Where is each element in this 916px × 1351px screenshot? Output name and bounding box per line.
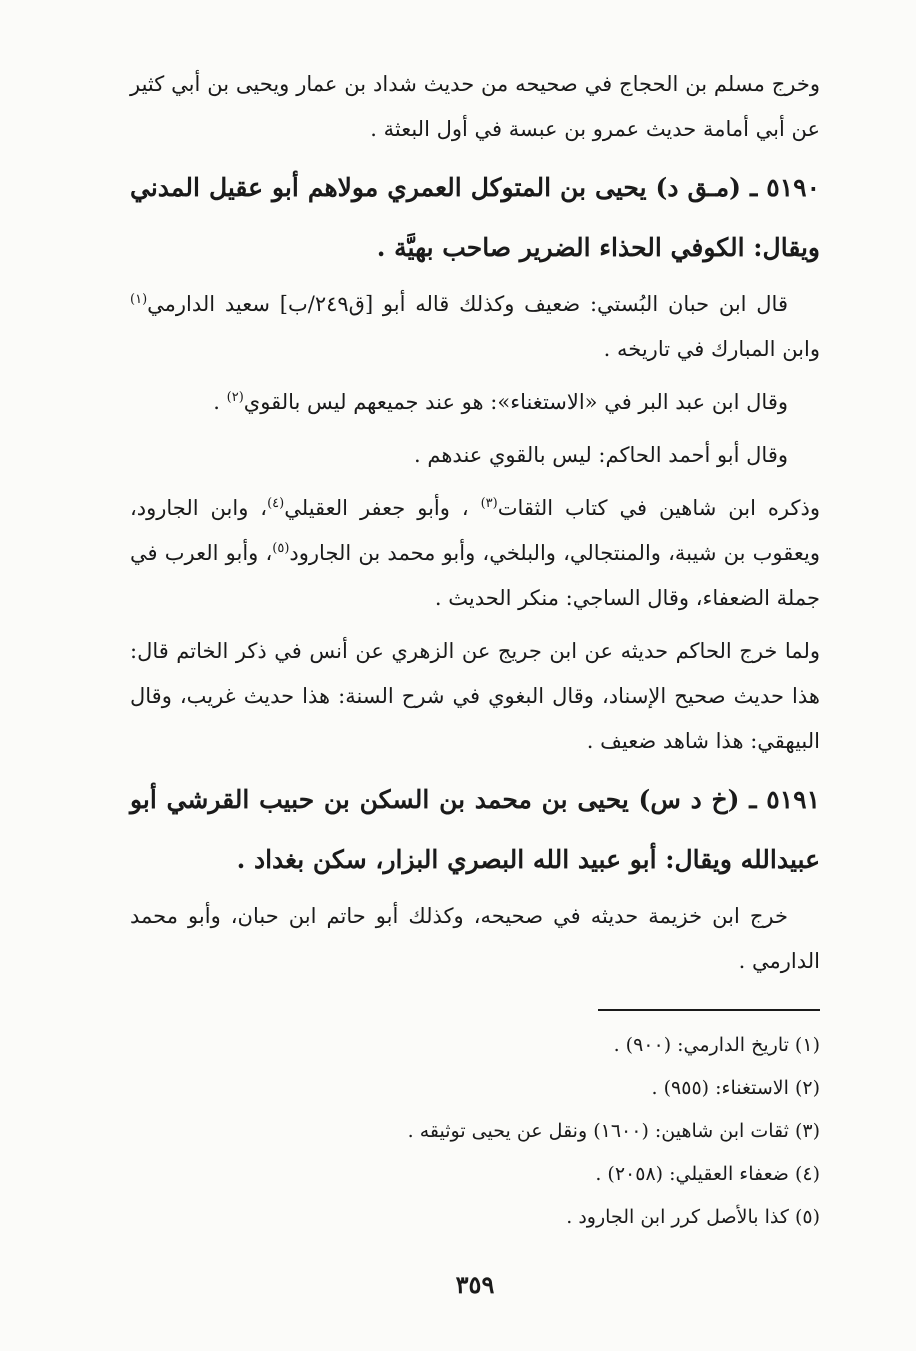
page-number: ٣٥٩ bbox=[455, 1270, 495, 1299]
text-segment: . bbox=[213, 390, 227, 414]
footnotes bbox=[130, 1024, 820, 1239]
paragraph-ibn-abd-albarr bbox=[130, 380, 820, 425]
paragraph-muslim: وخرج مسلم بن الحجاج في صحيحه من حديث شداد بن عمار ويحيى بن أبي كثير عن أبي أمامة حديث عمرو بن عبسة في أول البعثة . bbox=[130, 72, 820, 141]
paragraph-ibn-khuzayma: خرج ابن خزيمة حديثه في صحيحه، وكذلك أبو حاتم ابن حبان، وأبو محمد الدارمي . bbox=[130, 904, 820, 973]
footnote-ref-4[interactable]: (٤) bbox=[267, 496, 285, 511]
entry-heading-5191: ٥١٩١ ـ (خ د س) يحيى بن محمد بن السكن بن حبيب القرشي أبو عبيدالله ويقال: أبو عبيد الله البصري البزار، سكن بغداد . bbox=[130, 785, 820, 874]
text-segment: ، وابن الجارود، ويعقوب بن شيبة، والمنتجالي، والبلخي، وأبو محمد بن الجارود bbox=[130, 496, 820, 565]
footnote-ref-1[interactable]: (١) bbox=[130, 292, 148, 307]
footnote-ref-3[interactable]: (٣) bbox=[480, 496, 498, 511]
footnote-1: (١) تاريخ الدارمي: (٩٠٠) . bbox=[613, 1034, 820, 1056]
footnote-3: (٣) ثقات ابن شاهين: (١٦٠٠) ونقل عن يحيى توثيقه . bbox=[407, 1120, 820, 1142]
paragraph-abu-ahmad: وقال أبو أحمد الحاكم: ليس بالقوي عندهم . bbox=[414, 443, 788, 467]
paragraph-ibn-hibban bbox=[130, 282, 820, 372]
paragraph-hakim: ولما خرج الحاكم حديثه عن ابن جريج عن الزهري عن أنس في ذكر الخاتم قال: هذا حديث صحيح الإسناد، وقال البغوي في شرح السنة: هذا حديث غريب، وقال البيهقي: هذا شاهد ضعيف . bbox=[130, 639, 820, 753]
text-segment: وذكره ابن شاهين في كتاب الثقات bbox=[497, 496, 820, 520]
text-segment: ، وأبو العرب في جملة الضعفاء، وقال الساجي: منكر الحديث . bbox=[130, 541, 820, 610]
paragraph-ibn-shahin bbox=[130, 486, 820, 621]
text-segment: وابن المبارك في تاريخه . bbox=[603, 337, 820, 361]
text-segment: قال ابن حبان البُستي: ضعيف وكذلك قاله أبو [ق٢٤٩/ب] سعيد الدارمي bbox=[147, 292, 788, 316]
entry-heading-5190: ٥١٩٠ ـ (مـق د) يحيى بن المتوكل العمري مولاهم أبو عقيل المدني ويقال: الكوفي الحذاء الضرير صاحب بهيَّة . bbox=[130, 173, 820, 262]
footnote-5: (٥) كذا بالأصل كرر ابن الجارود . bbox=[566, 1206, 820, 1228]
footnote-divider bbox=[598, 1009, 820, 1011]
page-content bbox=[130, 62, 820, 1322]
text-segment: وقال ابن عبد البر في «الاستغناء»: هو عند جميعهم ليس بالقوي bbox=[243, 390, 788, 414]
footnote-4: (٤) ضعفاء العقيلي: (٢٠٥٨) . bbox=[595, 1163, 820, 1185]
footnote-2: (٢) الاستغناء: (٩٥٥) . bbox=[651, 1077, 820, 1099]
text-segment: ، وأبو جعفر العقيلي bbox=[284, 496, 481, 520]
footnote-ref-5[interactable]: (٥) bbox=[272, 541, 290, 556]
footnote-ref-2[interactable]: (٢) bbox=[226, 390, 244, 405]
